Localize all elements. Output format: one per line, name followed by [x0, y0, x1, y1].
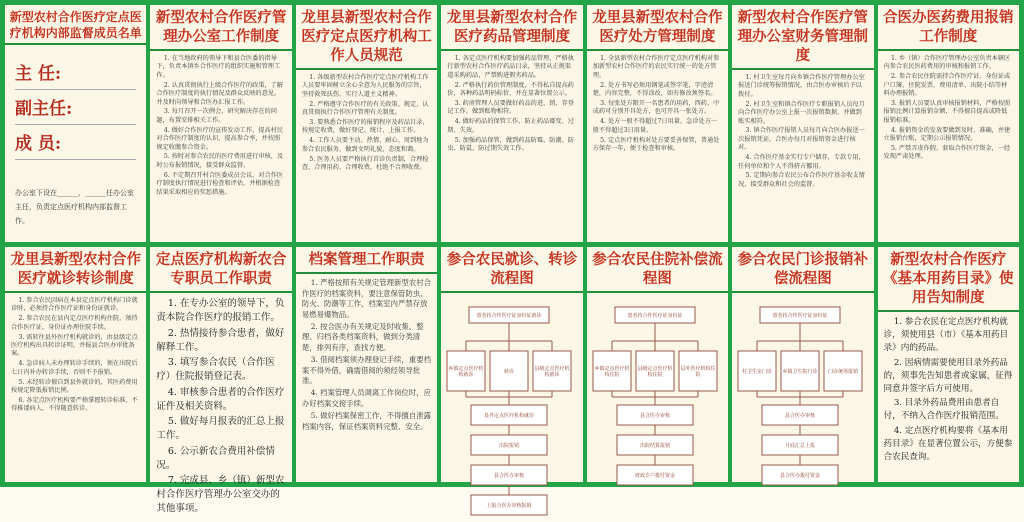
paragraph: 5. 未经转诊擅自到县外就诊的，其医药费用按规定降低报销比例。: [11, 378, 138, 395]
panel-title: 新型农村合作医疗定点医疗机构内部监督成员名单: [5, 5, 146, 45]
bottom-row: [5, 247, 1019, 514]
panel-body: [296, 274, 437, 482]
paragraph: 4. 定点医疗机构要将《基本用药目录》在显著位置公示，方便参合农民查询。: [883, 425, 1013, 462]
flow-box-label: 村卫生室门诊: [742, 369, 773, 375]
paragraph: 2. 处方书写必须用钢笔或签字笔，字迹清楚，内容完整，不得涂改，如有修改须签名。: [592, 81, 717, 98]
member-deputy-director: 副主任:: [15, 94, 136, 125]
paragraph: 2. 参合农民在县内定点医疗机构住院，须持合作医疗证、身份证办理住院手续。: [11, 315, 138, 331]
panel-title: 档案管理工作职责: [296, 247, 437, 274]
flow-box-label: 县合医办审核: [639, 413, 670, 419]
member-list: [5, 45, 146, 232]
flow-box-label: 县合医办审核: [494, 473, 525, 479]
panel-body: [150, 51, 291, 242]
panel-title: 龙里县新型农村合作医疗处方管理制度: [587, 5, 728, 51]
paragraph: 3. 目录外药品费用由患者自付，不纳入合作医疗报销范围。: [883, 398, 1004, 421]
paragraph: 1. 全县新型农村合作医疗定点医疗机构对参加新型农村合作医疗的农民实行统一的处方管理。: [592, 55, 720, 79]
paragraph: 2. 因病情需要使用目录外药品的，须事先告知患者或家属，征得同意并签字后方可使用。: [883, 357, 1013, 394]
panel-title: 参合农民就诊、转诊流程图: [441, 247, 582, 293]
paragraph: 1. 在当地政府的领导下和县合医委的指导下，负责本镇乡合作医疗的组织实施和管理工作。: [156, 55, 281, 79]
flow-box-label: 县外定点医疗机构就诊: [484, 413, 535, 419]
panel-flow-outpatient: [732, 247, 873, 482]
panel-drug-management: [441, 5, 582, 242]
paragraph: 3. 要熟悉合作医疗的报销程序及药品目录，按规定收费，做好登记、统计、上报工作。: [301, 119, 429, 135]
flow-box-label: 县级定点医疗机构住院: [637, 366, 673, 378]
paragraph: 6. 各定点医疗机构要严格掌握转诊标准，不得推诿病人，不得随意转诊。: [11, 396, 138, 413]
flow-box-label: 县级定点医疗机构就诊: [534, 366, 570, 378]
panel-finance-management: [732, 5, 873, 242]
paragraph: 2. 热情接待参合患者，做好解释工作。: [156, 327, 285, 353]
paragraph: 4. 合作医疗基金实行专户储存，专款专用，任何单位和个人不得挤占挪用。: [738, 154, 865, 170]
paragraph: 5. 定点医疗机构对处方要妥善保管，普通处方保存一年，便于检查和审核。: [592, 136, 720, 153]
paragraph: 1. 参合农民在定点医疗机构就诊，须使用县（市）《基本用药目录》内的药品。: [883, 317, 1009, 353]
flow-box-label: 县合医办审核: [785, 413, 816, 419]
paragraph: 6. 不定期召开村合医委成员会议，对合作医疗制度执行情况进行检查和评估，并根据检查结果采取相应的奖惩措施。: [156, 171, 284, 196]
panel-title: 参合农民门诊报销补偿流程图: [732, 247, 873, 293]
paragraph: 5. 医务人员要严格执行首诊负责制，合理检查、合理用药、合理收费，杜绝不合理收费。: [301, 155, 429, 172]
paragraph: 2. 参合农民住院需持合作医疗证、身份证或户口簿、住院发票、费用清单、出院小结等材料办理报销。: [883, 73, 1011, 98]
paragraph: 6. 公示新农合费用补偿情况。: [156, 445, 275, 471]
paragraph: 1. 各级新型农村合作医疗定点医疗机构工作人员要牢固树立全心全意为人民服务的宗旨，坚持救死扶伤，实行人道主义精神。: [301, 74, 429, 98]
panel-flow-inpatient: [587, 247, 728, 482]
paragraph: 4. 急诊病人未办理转诊手续的，须在出院后七日内补办转诊手续，否则不予报销。: [11, 360, 138, 376]
panel-archive-duties: [296, 247, 437, 482]
paragraph: 2. 严格遵守合作医疗的有关政策、规定，认真贯彻执行合作医疗管理有关制度。: [301, 100, 429, 117]
panel-title: 龙里县新型农村合作医疗就诊转诊制度: [5, 247, 146, 293]
panel-body: [441, 51, 582, 242]
flowchart: [587, 293, 728, 482]
paragraph: 2. 按合医办有关规定及时收集、整理、归档各类档案资料，做到分类清楚，排列有序，查找方便。: [301, 321, 424, 353]
panel-title: 参合农民住院补偿流程图: [587, 247, 728, 293]
flow-box-label: 患者持合作医疗证身份证就诊: [476, 313, 542, 319]
panel-body: [296, 70, 437, 242]
paragraph: 5. 做好档案保密工作，不得擅自泄露档案内容，保证档案资料完整、安全。: [301, 411, 431, 431]
panel-title: 定点医疗机构新农合专职员工作职责: [150, 247, 291, 293]
panel-reimbursement-rules: [878, 5, 1019, 242]
flowchart-svg: [732, 293, 868, 498]
panel-prescription-management: [587, 5, 728, 242]
paragraph: 4. 处方一般不得超过7日用量，急诊处方一般不得超过3日用量。: [592, 118, 718, 134]
member-director: 主 任:: [15, 59, 136, 90]
paragraph: 5. 严禁弄虚作假、套取合作医疗资金，一经发现严肃处理。: [883, 145, 1011, 161]
paragraph: 7. 完成县、乡（镇）新型农村合作医疗管理办公室交办的其他事项。: [156, 475, 285, 514]
flow-box-label: 出院结算报销: [639, 443, 670, 449]
office-note: 办公室下设在______，______任办公室主任，负责定点医疗机构内部监督工作。: [15, 189, 134, 225]
panel-body: [5, 293, 146, 482]
paragraph: 3. 报销人员要认真审核报销材料，严格按照报销比例计算报销金额，不得擅自提高或降低报销标准。: [883, 100, 1011, 124]
paragraph: 3. 每月召开一次例会，研究解决存在的问题，布置安排相关工作。: [156, 108, 277, 124]
flow-box-label: 转诊: [504, 369, 515, 375]
panel-supervision-members: [5, 5, 146, 242]
panel-title: 龙里县新型农村合作医疗药品管理制度: [441, 5, 582, 51]
panel-flow-referral: [441, 247, 582, 509]
paragraph: 1. 各定点医疗机构要加强药品管理，严格执行新型农村合作医疗药品目录，坚持从正规渠道采购药品，严禁购进假劣药品。: [447, 55, 574, 79]
paragraph: 1. 乡（镇）合作医疗管理办公室负责本辖区内参合农民医药费用的审核和报销工作。: [883, 55, 1011, 71]
paragraph: 5. 做好每月报表的汇总上报工作。: [156, 416, 285, 441]
top-row: [5, 5, 1019, 242]
paragraph: 2. 严格执行药价管理制度，不得私自提高药价，各种药品明码标价，并在显著位置公示。: [447, 81, 574, 98]
flow-box-label: 县外医疗机构住院: [680, 366, 716, 378]
panel-title: 新型农村合作医疗《基本用药目录》使用告知制度: [878, 247, 1019, 312]
paragraph: 4. 做好药品的保管工作，防止药品霉变、过期、失效。: [447, 118, 574, 134]
panel-body: [587, 51, 728, 242]
paragraph: 4. 档案管理人员调离工作岗位时，应办好档案交接手续。: [301, 388, 431, 409]
paragraph: 4. 审核参合患者的合作医疗证件及相关资料。: [156, 386, 285, 412]
panel-title: 龙里县新型农村合作医疗定点医疗机构工作人员规范: [296, 5, 437, 70]
flow-box-label: 门诊统筹报销: [828, 369, 859, 375]
paragraph: 1. 参合农民因病在本县定点医疗机构门诊就诊时，必须持合作医疗证和身份证就诊。: [11, 297, 138, 313]
paragraph: 3. 每张处方限开一名患者的用药，西药、中成药可分别开具处方，也可开具一张处方。: [592, 100, 720, 116]
panel-body: [150, 293, 291, 522]
paragraph: 1. 严格按照有关规定管理新型农村合作医疗的档案资料，要注意保管防虫、防火、防潮等工作，档案室内严禁存放易燃易爆物品。: [301, 278, 431, 319]
flow-box-label: 患者持合作医疗证身份证: [627, 313, 683, 319]
panel-referral-rules: [5, 247, 146, 482]
paragraph: 2. 村卫生室和镇合作医疗专职报销人员每月向合作医疗办公室上报一次报销数据，并做到账实相符。: [738, 100, 865, 125]
flowchart-svg: [587, 293, 723, 498]
panel-staff-duties: [150, 247, 291, 514]
panel-body: [732, 70, 873, 242]
paragraph: 3. 填写参合农民（合作医疗）住院报销登记表。: [156, 357, 275, 382]
panel-body: [878, 51, 1019, 242]
paragraph: 3. 借阅档案须办理登记手续，重要档案不得外借，确需借阅的须经领导批准。: [301, 355, 431, 386]
flowchart-svg: [441, 293, 577, 509]
flow-box-label: 乡镇卫生院门诊: [782, 369, 818, 375]
panel-staff-norms: [296, 5, 437, 242]
paragraph: 4. 报销资金的发放要做到及时、准确，并建立报销台账，定期公示报销情况。: [883, 126, 1011, 143]
flowchart: [441, 293, 582, 509]
flow-box-label: 乡镇定点医疗机构住院: [594, 366, 630, 378]
paragraph: 5. 按时对参合农民的医疗费用进行审核，及时公布报销情况，接受群众监督。: [156, 153, 284, 169]
flow-box-label: 县合医办拨付资金: [780, 473, 821, 479]
panel-drug-list-notice: [878, 247, 1019, 482]
paragraph: 1. 村卫生室每月向乡镇合作医疗管理办公室报送门诊统筹报销情况，由合医办审核后予以拨付。: [738, 74, 865, 98]
panel-office-work-rules: [150, 5, 291, 242]
paragraph: 3. 需转往县外医疗机构就诊的，由县级定点医疗机构出具转诊证明，并报县合医办审批备案。: [11, 333, 138, 358]
paragraph: 4. 做好合作医疗的宣传发动工作，提高村民对合作医疗制度的认识，提高参合率，并按照规定收缴参合资金。: [156, 126, 284, 151]
flow-box-label: 财政专户拨付资金: [634, 473, 675, 479]
paragraph: 5. 定期向参合农民公布合作医疗基金收支情况，接受群众和社会的监督。: [738, 172, 865, 188]
flowchart: [732, 293, 873, 482]
paragraph: 1. 在专办公室的领导下，负责本院合作医疗的报销工作。: [156, 298, 285, 323]
paragraph: 4. 工作人员要主动、热情、耐心、周到地为参合农民服务，做到文明礼貌，态度和蔼。: [301, 137, 429, 153]
panel-body: [878, 312, 1019, 482]
member-members: 成 员:: [15, 129, 136, 160]
paragraph: 5. 加强药品保管，做到药品防霉、防潮、防虫、防鼠、防过期失效工作。: [447, 136, 574, 153]
flow-box-label: 月底汇总上报: [785, 443, 816, 449]
panel-title: 合医办医药费用报销工作制度: [878, 5, 1019, 51]
paragraph: 3. 药房管理人员要做好药品的进、销、存登记工作，做到账物相符。: [447, 100, 574, 116]
flow-box-label: 出院报销: [499, 443, 520, 449]
flow-box-label: 患者持合作医疗证身份证: [772, 313, 828, 319]
paragraph: 2. 认真贯彻执行上级合作医疗的政策，了解合作医疗制度的执行情况及群众反映的意见，并及时向领导和合医办汇报工作。: [156, 81, 284, 106]
flow-box-label: 乡镇定点医疗机构就诊: [448, 366, 484, 378]
panel-title: 新型农村合作医疗管理办公室工作制度: [150, 5, 291, 51]
flow-box-label: 上报合医办审核报销: [486, 503, 532, 509]
panel-title: 新型农村合作医疗管理办公室财务管理制度: [732, 5, 873, 70]
paragraph: 3. 镇合作医疗报销人员每月向合医办报送一次报销凭证，合医办每月对报销资金进行核对。: [738, 127, 865, 152]
